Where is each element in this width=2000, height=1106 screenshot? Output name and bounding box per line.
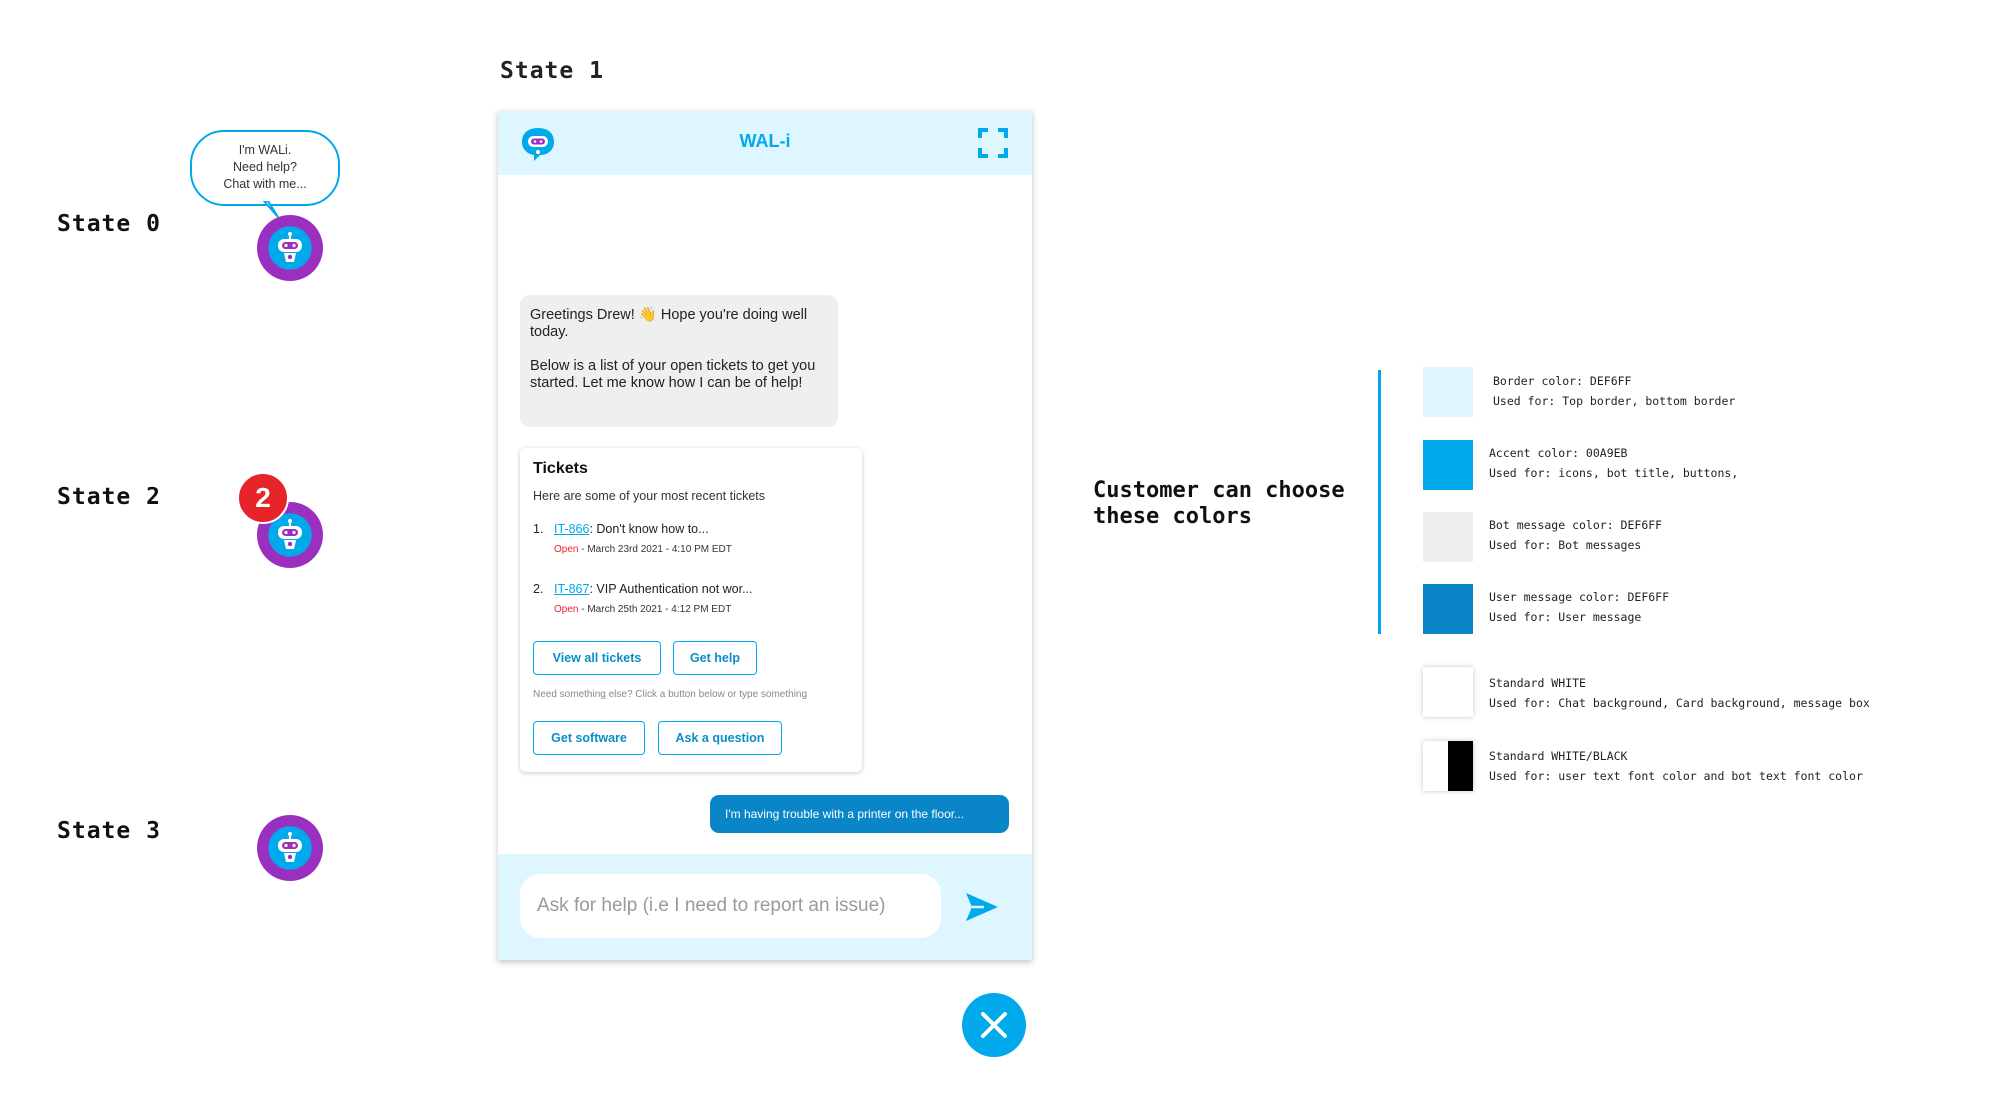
card-title: Tickets [533, 460, 588, 477]
bot-message-body: Below is a list of your open tickets to get you started. Let me know how I can be of help! [530, 358, 816, 391]
border-color-description [1493, 371, 1735, 411]
state-1-label: State 1 [500, 58, 604, 84]
close-chat-button[interactable] [962, 993, 1026, 1057]
greeting-bubble [190, 130, 340, 206]
ticket-date: - March 23rd 2021 - 4:10 PM EDT [578, 544, 732, 555]
greeting-line-2: Need help? [233, 160, 297, 174]
expand-icon[interactable] [978, 128, 1008, 158]
ticket-number: 1. [533, 522, 544, 536]
ticket-summary: : VIP Authentication not wor... [589, 582, 753, 596]
white-swatch [1423, 667, 1473, 717]
swatch-label: Bot message color: DEF6FF [1489, 518, 1663, 532]
bot-icon [275, 831, 305, 865]
white-black-description [1489, 746, 1863, 786]
ticket-item [533, 522, 732, 555]
ticket-status: Open [554, 604, 579, 615]
swatch-label: Accent color: 00A9EB [1489, 446, 1628, 460]
ticket-meta [554, 544, 732, 555]
swatch-label: Standard WHITE [1489, 676, 1586, 690]
card-hint: Need something else? Click a button below or type something [533, 689, 808, 700]
view-all-tickets-button[interactable]: View all tickets [533, 641, 661, 675]
user-message: I'm having trouble with a printer on the floor... [710, 795, 1009, 833]
send-icon[interactable] [964, 890, 1000, 924]
chat-widget [498, 111, 1032, 960]
bot-message-color-description [1489, 515, 1662, 555]
chat-launcher-state-3[interactable] [257, 815, 323, 881]
swatch-usage: Used for: Bot messages [1489, 538, 1642, 552]
white-black-swatch [1423, 741, 1473, 791]
bot-icon [275, 518, 305, 552]
ask-question-button[interactable]: Ask a question [658, 721, 782, 755]
ticket-number: 2. [533, 582, 544, 596]
user-message-color-description [1489, 587, 1669, 627]
border-color-swatch [1423, 367, 1473, 417]
swatch-usage: Used for: icons, bot title, buttons, [1489, 466, 1739, 480]
card-subtitle: Here are some of your most recent tickets [533, 489, 766, 503]
close-icon [979, 1010, 1009, 1040]
swatch-label: User message color: DEF6FF [1489, 590, 1670, 604]
ticket-item [533, 582, 753, 615]
state-2-label: State 2 [57, 484, 161, 510]
bot-message-greeting: Greetings Drew! 👋 Hope you're doing well today. [530, 307, 808, 340]
state-0-label: State 0 [57, 211, 161, 237]
swatch-label: Standard WHITE/BLACK [1489, 749, 1628, 763]
get-software-button[interactable]: Get software [533, 721, 645, 755]
state-3-label: State 3 [57, 818, 161, 844]
accent-color-swatch [1423, 440, 1473, 490]
ticket-summary: : Don't know how to... [589, 522, 709, 536]
swatch-usage: Used for: Chat background, Card background, message box [1489, 696, 1870, 710]
swatch-usage: Used for: user text font color and bot text font color [1489, 769, 1863, 783]
get-help-button[interactable]: Get help [673, 641, 757, 675]
ticket-date: - March 25th 2021 - 4:12 PM EDT [578, 604, 732, 615]
bot-icon [275, 231, 305, 265]
palette-heading-line-2: these colors [1093, 504, 1252, 529]
swatch-label: Border color: DEF6FF [1493, 374, 1632, 388]
palette-divider [1378, 370, 1381, 634]
widget-footer [498, 854, 1032, 960]
ticket-link[interactable]: IT-866 [554, 522, 590, 536]
tickets-card [520, 448, 862, 772]
bot-message [520, 295, 838, 427]
ticket-meta [554, 604, 753, 615]
bot-message-color-swatch [1423, 512, 1473, 562]
ticket-status: Open [554, 544, 579, 555]
bot-title: WAL-i [739, 131, 791, 151]
greeting-line-3: Chat with me... [223, 177, 307, 191]
user-message-color-swatch [1423, 584, 1473, 634]
ticket-link[interactable]: IT-867 [554, 582, 590, 596]
accent-color-description [1489, 443, 1738, 483]
swatch-usage: Used for: User message [1489, 610, 1642, 624]
widget-header [498, 111, 1032, 175]
swatch-usage: Used for: Top border, bottom border [1493, 394, 1736, 408]
chat-launcher-state-0[interactable] [257, 215, 323, 281]
white-description [1489, 673, 1870, 713]
greeting-line-1: I'm WALi. [238, 143, 292, 157]
palette-heading-line-1: Customer can choose [1093, 478, 1345, 503]
chat-input[interactable] [520, 874, 941, 938]
notification-badge: 2 [237, 472, 289, 524]
palette-heading [1093, 478, 1345, 530]
